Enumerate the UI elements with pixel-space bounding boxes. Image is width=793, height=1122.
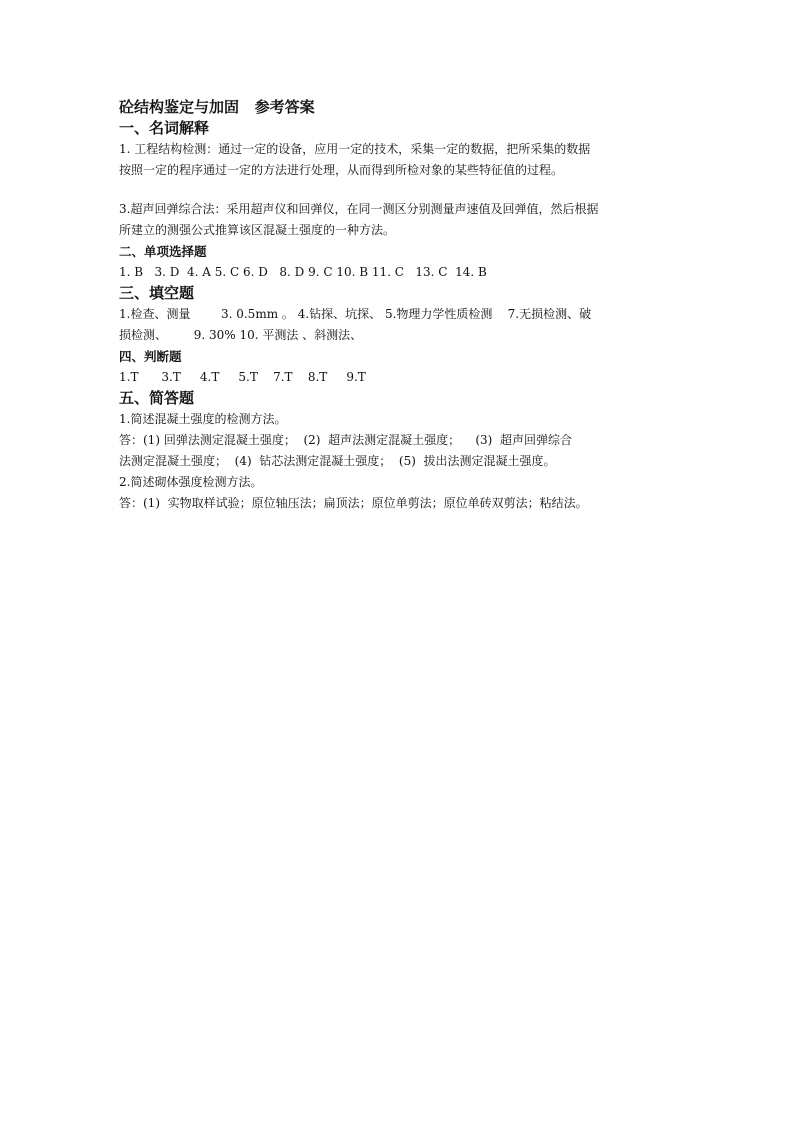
paragraph-gap: [119, 181, 679, 199]
section-heading-short-answer: 五、简答题: [119, 389, 195, 407]
short-answer-answer-1-line-2: 法测定混凝土强度； (4) 钻芯法测定混凝土强度； (5) 拔出法测定混凝土强度。: [119, 454, 556, 468]
fill-in-answers-line-2: 损检测、 9. 30% 10. 平测法 、斜测法、: [119, 328, 363, 342]
section-heading-multiple-choice: 二、单项选择题: [119, 244, 207, 259]
short-answer-answer-2: 答：(1) 实物取样试验；原位轴压法；扁顶法；原位单剪法；原位单砖双剪法；粘结法。: [119, 496, 588, 510]
multiple-choice-answers: 1. B 3. D 4. A 5. C 6. D 8. D 9. C 10. B 11. C 13. C 14. B: [119, 265, 487, 279]
document-title: 砼结构鉴定与加固 参考答案: [119, 98, 315, 116]
definition-3-line-2: 所建立的测强公式推算该区混凝土强度的一种方法。: [119, 223, 396, 237]
definition-3-line-1: 3.超声回弹综合法：采用超声仪和回弹仪，在同一测区分别测量声速值及回弹值，然后根据: [119, 202, 599, 216]
definition-1-line-2: 按照一定的程序通过一定的方法进行处理，从而得到所检对象的某些特征值的过程。: [119, 163, 564, 177]
section-heading-definitions: 一、名词解释: [119, 119, 210, 137]
section-heading-fill-in: 三、填空题: [119, 284, 195, 302]
short-answer-question-1: 1.简述混凝土强度的检测方法。: [119, 412, 287, 426]
fill-in-answers-line-1: 1.检查、测量 3. 0.5mm 。 4.钻探、坑探、 5.物理力学性质检测 7.无损检测、破: [119, 307, 592, 321]
document-page: [119, 96, 679, 514]
short-answer-question-2: 2.简述砌体强度检测方法。: [119, 475, 263, 489]
true-false-answers: 1.T 3.T 4.T 5.T 7.T 8.T 9.T: [119, 370, 366, 384]
section-heading-true-false: 四、判断题: [119, 349, 182, 364]
definition-1-line-1: 1. 工程结构检测：通过一定的设备，应用一定的技术，采集一定的数据，把所采集的数据: [119, 142, 591, 156]
short-answer-answer-1-line-1: 答：(1) 回弹法测定混凝土强度； (2) 超声法测定混凝土强度； (3) 超声回弹综合: [119, 433, 572, 447]
